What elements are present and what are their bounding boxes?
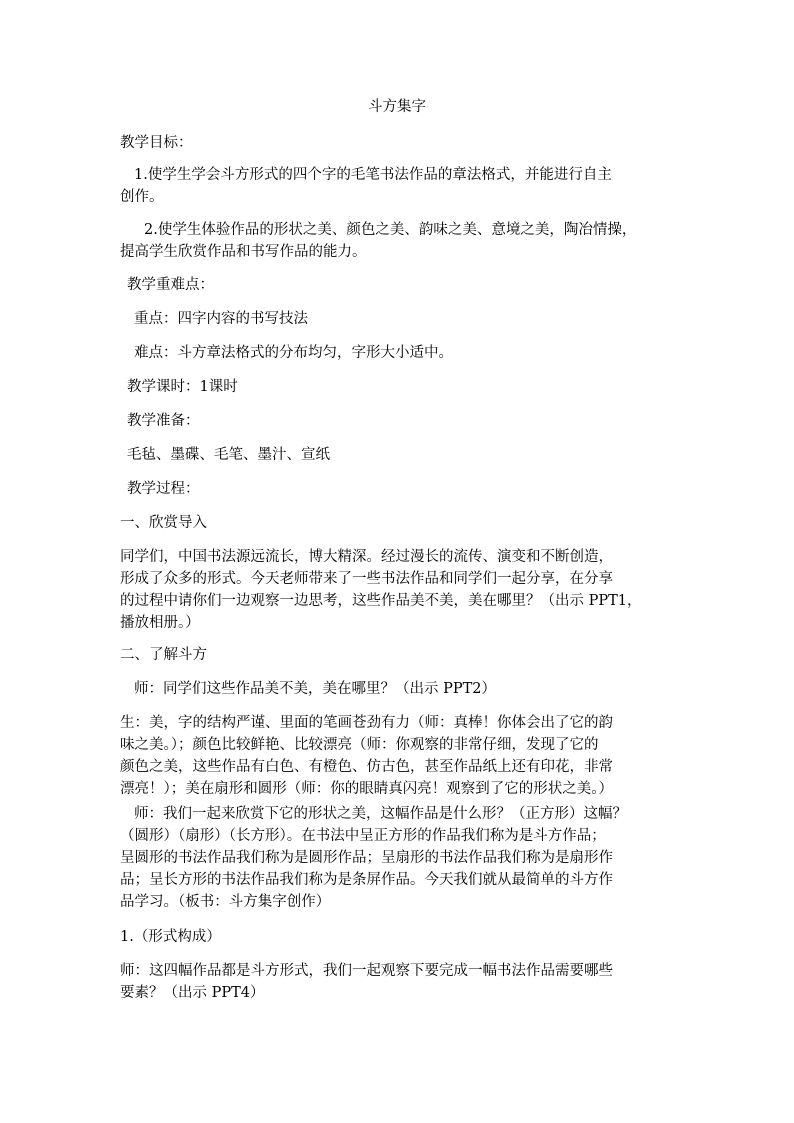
teacher-explanation-line: 品；呈长方形的书法作品我们称为是条屏作品。今天我们就从最简单的斗方作 (120, 872, 613, 888)
prep-heading: 教学准备： (127, 413, 200, 429)
intro-line: 播放相册。） (120, 615, 200, 631)
teacher-explanation-line: 师：我们一起来欣赏下它的形状之美，这幅作品是什么形？（正方形）这幅？ (134, 806, 627, 822)
key-point: 重点：四字内容的书写技法 (134, 311, 308, 327)
teacher-explanation-line: （圆形）（扇形）（长方形）。在书法中呈正方形的作品我们称为是斗方作品； (120, 828, 606, 844)
item-1-heading: 1.（形式构成） (120, 929, 221, 945)
prep-items: 毛毡、墨碟、毛笔、墨汁、宣纸 (127, 447, 330, 463)
goal-2-paragraph (120, 219, 636, 263)
document-title: 斗方集字 (368, 99, 426, 115)
class-hours: 教学课时：1课时 (127, 379, 238, 395)
teacher-explanation-line: 品学习。（板书：斗方集字创作） (120, 894, 331, 910)
goal-1-paragraph (120, 164, 612, 208)
goal-1-line: 创作。 (120, 189, 164, 205)
difficult-point: 难点：斗方章法格式的分布均匀，字形大小适中。 (134, 345, 453, 361)
student-answer-line: 生：美，字的结构严谨、里面的笔画苍劲有力（师：真棒！你体会出了它的韵 (120, 715, 613, 731)
teacher-question-1: 师：同学们这些作品美不美，美在哪里？（出示 PPT2） (134, 681, 497, 697)
teacher-explanation-line: 呈圆形的书法作品我们称为是圆形作品；呈扇形的书法作品我们称为是扇形作 (120, 850, 613, 866)
goal-2-line: 提高学生欣赏作品和书写作品的能力。 (120, 244, 367, 260)
student-answer-line: 颜色之美，这些作品有白色、有橙色、仿古色，甚至作品纸上还有印花，非常 (120, 759, 613, 775)
student-answer-paragraph (120, 712, 613, 800)
goal-1-line: 1.使学生学会斗方形式的四个字的毛笔书法作品的章法格式，并能进行自主 (134, 167, 612, 183)
section-2-heading: 二、了解斗方 (120, 647, 207, 663)
goals-heading: 教学目标： (120, 135, 193, 151)
intro-line: 形成了众多的形式。今天老师带来了一些书法作品和同学们一起分享，在分享 (120, 571, 613, 587)
intro-line: 同学们，中国书法源远流长，博大精深。经过漫长的流传、演变和不断创造， (120, 549, 613, 565)
student-answer-line: 漂亮！）；美在扇形和圆形（师：你的眼睛真闪亮！观察到了它的形状之美。） (120, 781, 613, 797)
intro-paragraph (120, 546, 642, 634)
student-answer-line: 味之美。）；颜色比较鲜艳、比较漂亮（师：你观察的非常仔细，发现了它的 (120, 737, 599, 753)
teacher-question-3-line: 要素？（出示 PPT4） (120, 985, 265, 1001)
process-heading: 教学过程： (127, 481, 200, 497)
intro-line: 的过程中请你们一边观察一边思考，这些作品美不美，美在哪里？（出示 PPT1， (120, 593, 642, 609)
goal-2-line: 2.使学生体验作品的形状之美、颜色之美、韵味之美、意境之美，陶冶情操， (144, 222, 637, 238)
key-heading: 教学重难点： (127, 277, 214, 293)
teacher-question-3-paragraph (120, 960, 613, 1004)
teacher-question-3-line: 师：这四幅作品都是斗方形式，我们一起观察下要完成一幅书法作品需要哪些 (120, 963, 613, 979)
teacher-explanation-paragraph (120, 803, 627, 913)
section-1-heading: 一、欣赏导入 (120, 515, 207, 531)
